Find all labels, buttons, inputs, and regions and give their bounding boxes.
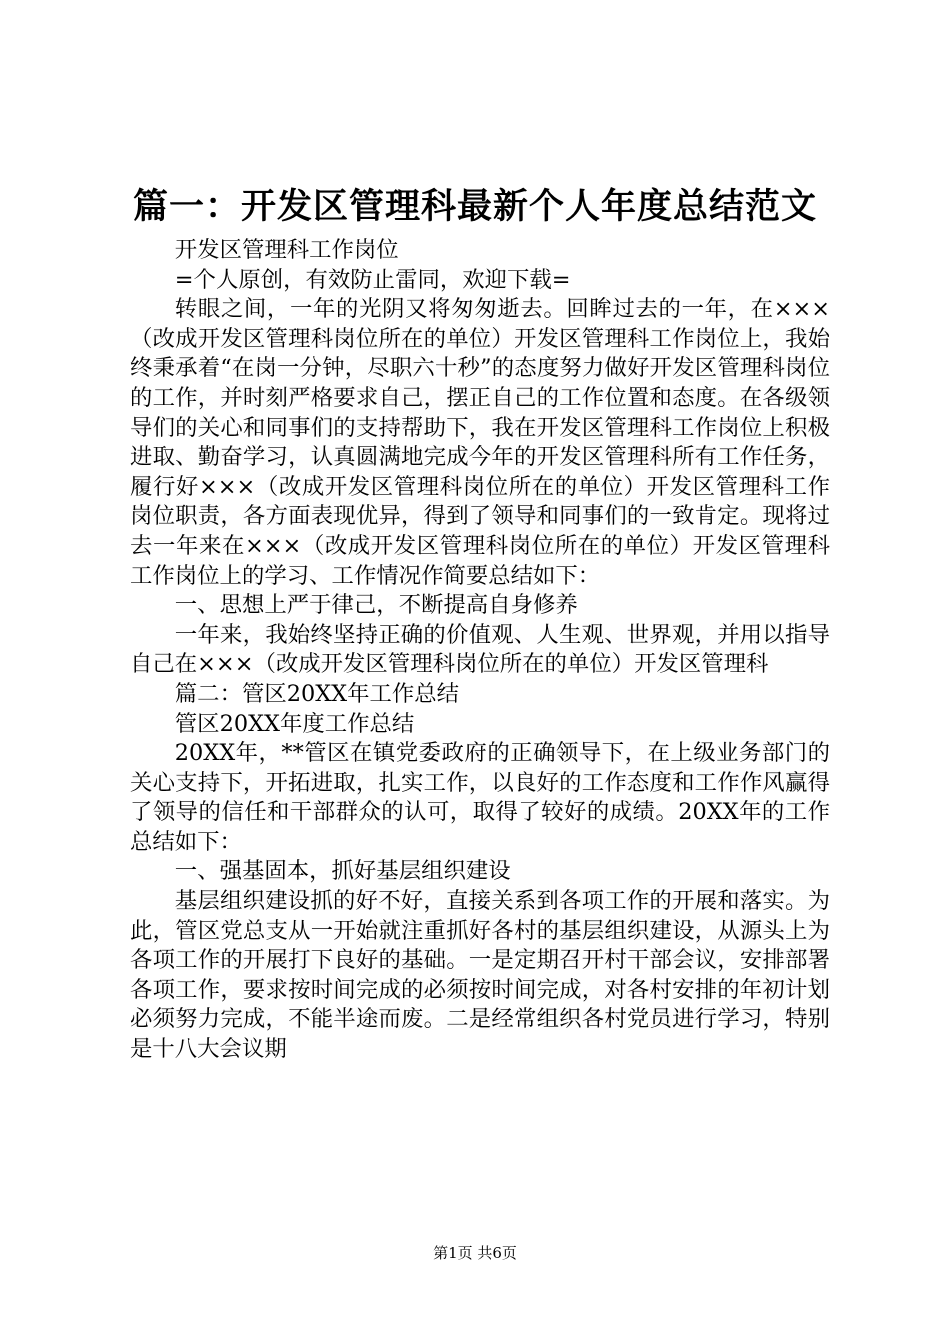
paragraph: 转眼之间，一年的光阴又将匆匆逝去。回眸过去的一年，在×××（改成开发区管理科岗位所在的单位）开发区管理科工作岗位上，我始终秉承着“在岗一分钟，尽职六十秒”的态度努力做好开发区管理科岗位的工作，并时刻严格要求自己，摆正自己的工作位置和态度。在各级领导们的关心和同事们的支持帮助下，我在开发区管理科工作岗位上积极进取、勤奋学习，认真圆满地完成今年的开发区管理科所有工作任务，履行好×××（改成开发区管理科岗位所在的单位）开发区管理科工作岗位职责，各方面表现优异，得到了领导和同事们的一致肯定。现将过去一年来在×××（改成开发区管理科岗位所在的单位）开发区管理科工作岗位上的学习、工作情况作简要总结如下： xyxy=(130,296,830,589)
section-heading: 篇二：管区20XX年工作总结 xyxy=(174,680,460,707)
paragraph: =个人原创，有效防止雷同，欢迎下载= xyxy=(174,266,571,293)
paragraph: 基层组织建设抓的好不好，直接关系到各项工作的开展和落实。为此，管区党总支从一开始就注重抓好各村的基层组织建设，从源头上为各项工作的开展打下良好的基础。一是定期召开村干部会议，安排部署各项工作，要求按时间完成的必须按时间完成，对各村安排的年初计划必须努力完成，不能半途而废。二是经常组织各村党员进行学习，特别是十八大会议期 xyxy=(130,888,830,1063)
paragraph: 20XX年，**管区在镇党委政府的正确领导下，在上级业务部门的关心支持下，开拓进取，扎实工作，以良好的工作态度和工作作风赢得了领导的信任和干部群众的认可，取得了较好的成绩。20XX年的工作总结如下： xyxy=(130,740,830,855)
paragraph: 开发区管理科工作岗位 xyxy=(174,237,399,263)
document-title: 篇一：开发区管理科最新个人年度总结范文 xyxy=(132,187,817,227)
section-heading: 一、强基固本，抓好基层组织建设 xyxy=(174,858,511,885)
section-heading: 一、思想上严于律己，不断提高自身修养 xyxy=(174,592,578,619)
document-body xyxy=(130,236,830,1065)
page-number-footer: 第1页 共6页 xyxy=(433,1244,517,1262)
paragraph: 管区20XX年度工作总结 xyxy=(174,710,415,737)
paragraph: 一年来，我始终坚持正确的价值观、人生观、世界观，并用以指导自己在×××（改成开发区管理科岗位所在的单位）开发区管理科 xyxy=(130,621,830,678)
